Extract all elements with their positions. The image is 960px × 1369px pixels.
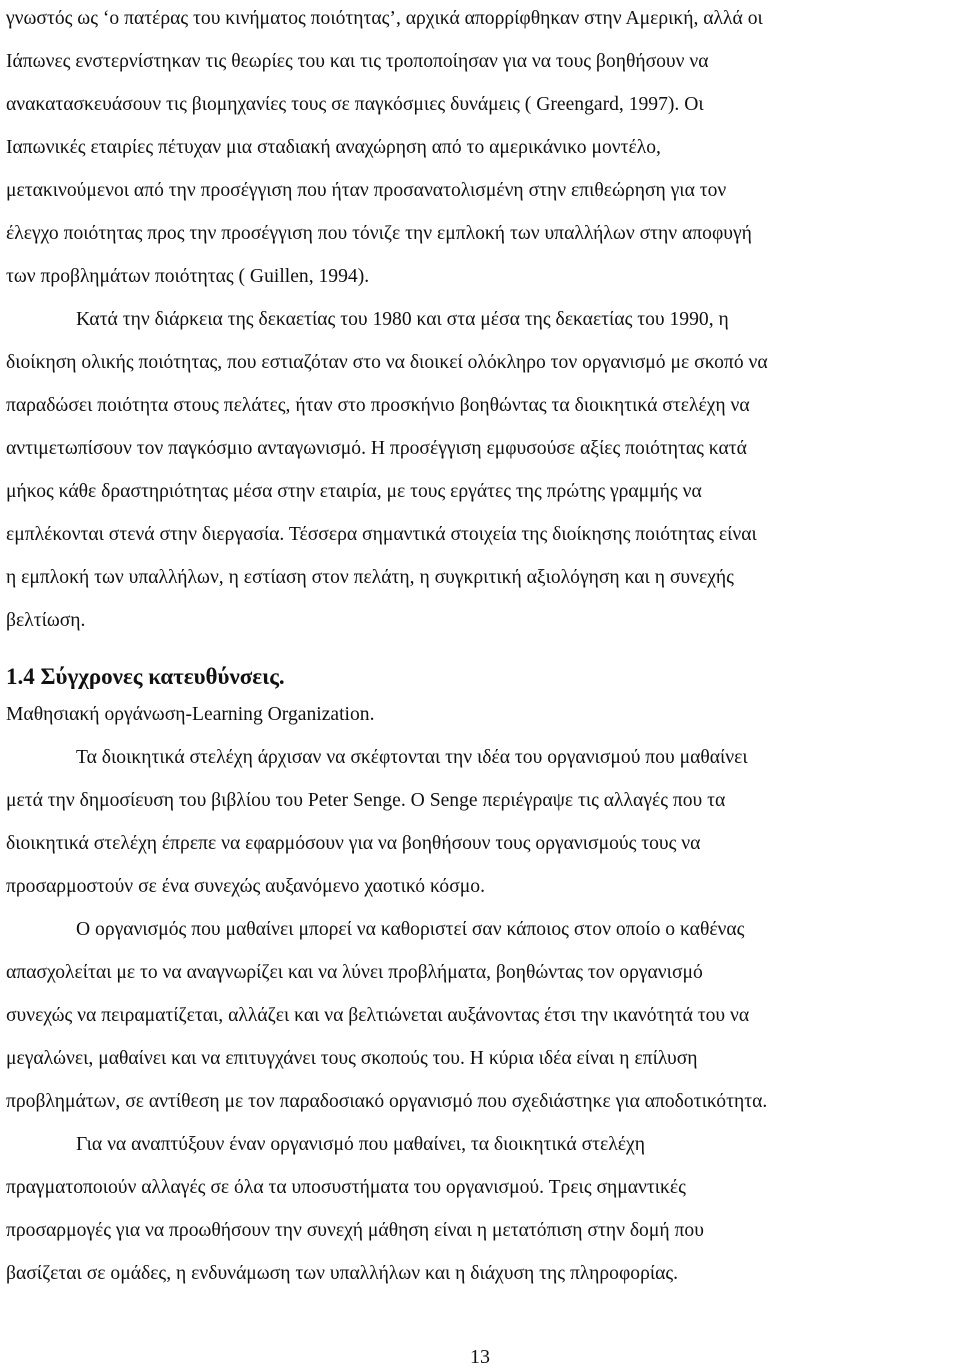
text-line: έλεγχο ποιότητας προς την προσέγγιση που τόνιζε την εμπλοκή των υπαλλήλων στην αποφυγή: [6, 223, 752, 244]
text-line: Για να αναπτύξουν έναν οργανισμό που μαθαίνει, τα διοικητικά στελέχη: [76, 1134, 645, 1155]
text-line: προσαρμογές για να προωθήσουν την συνεχή μάθηση είναι η μετατόπιση στην δομή που: [6, 1220, 704, 1241]
text-line: μετά την δημοσίευση του βιβλίου του Peter Senge. Ο Senge περιέγραψε τις αλλαγές που τα: [6, 790, 726, 811]
text-line: προσαρμοστούν σε ένα συνεχώς αυξανόμενο χαοτικό κόσμο.: [6, 876, 485, 897]
text-line: μετακινούμενοι από την προσέγγιση που ήταν προσανατολισμένη στην επιθεώρηση για τον: [6, 180, 727, 201]
section-heading: 1.4 Σύγχρονες κατευθύνσεις.: [6, 664, 285, 689]
page-number: 13: [470, 1346, 490, 1368]
text-line: ανακατασκευάσουν τις βιομηχανίες τους σε παγκόσμιες δυνάμεις ( Greengard, 1997). Οι: [6, 94, 704, 115]
text-line: μεγαλώνει, μαθαίνει και να επιτυγχάνει τους σκοπούς του. Η κύρια ιδέα είναι η επίλυση: [6, 1048, 698, 1069]
text-line: συνεχώς να πειραματίζεται, αλλάζει και να βελτιώνεται αυξάνοντας έτσι την ικανότητά του να: [6, 1005, 750, 1026]
text-line: εμπλέκονται στενά στην διεργασία. Τέσσερα σημαντικά στοιχεία της διοίκησης ποιότητας είναι: [6, 524, 757, 545]
text-line: Κατά την διάρκεια της δεκαετίας του 1980 και στα μέσα της δεκαετίας του 1990, η: [76, 309, 729, 330]
text-line: βελτίωση.: [6, 610, 86, 631]
text-line: πραγματοποιούν αλλαγές σε όλα τα υποσυστήματα του οργανισμού. Τρεις σημαντικές: [6, 1177, 686, 1198]
text-line: Ο οργανισμός που μαθαίνει μπορεί να καθοριστεί σαν κάποιος στον οποίο ο καθένας: [76, 919, 745, 940]
subheading: Μαθησιακή οργάνωση-Learning Organization.: [6, 704, 375, 725]
text-line: διοίκηση ολικής ποιότητας, που εστιαζόταν στο να διοικεί ολόκληρο τον οργανισμό με σκοπό να: [6, 352, 768, 373]
text-line: μήκος κάθε δραστηριότητας μέσα στην εταιρία, με τους εργάτες της πρώτης γραμμής να: [6, 481, 702, 502]
text-line: η εμπλοκή των υπαλλήλων, η εστίαση στον πελάτη, η συγκριτική αξιολόγηση και η συνεχής: [6, 567, 734, 588]
text-line: γνωστός ως ‘ο πατέρας του κινήματος ποιότητας’, αρχικά απορρίφθηκαν στην Αμερική, αλλά οι: [6, 8, 763, 29]
text-line: Τα διοικητικά στελέχη άρχισαν να σκέφτονται την ιδέα του οργανισμού που μαθαίνει: [76, 747, 748, 768]
text-line: Ιάπωνες ενστερνίστηκαν τις θεωρίες του και τις τροποποίησαν για να τους βοηθήσουν να: [6, 51, 709, 72]
text-line: βασίζεται σε ομάδες, η ενδυνάμωση των υπαλλήλων και η διάχυση της πληροφορίας.: [6, 1263, 679, 1284]
text-line: παραδώσει ποιότητα στους πελάτες, ήταν στο προσκήνιο βοηθώντας τα διοικητικά στελέχη να: [6, 395, 750, 416]
text-line: προβλημάτων, σε αντίθεση με τον παραδοσιακό οργανισμό που σχεδιάστηκε για αποδοτικότητα.: [6, 1091, 768, 1112]
text-line: Ιαπωνικές εταιρίες πέτυχαν μια σταδιακή αναχώρηση από το αμερικάνικο μοντέλο,: [6, 137, 661, 158]
text-line: των προβλημάτων ποιότητας ( Guillen, 1994).: [6, 266, 370, 287]
text-line: διοικητικά στελέχη έπρεπε να εφαρμόσουν για να βοηθήσουν τους οργανισμούς τους να: [6, 833, 701, 854]
text-line: αντιμετωπίσουν τον παγκόσμιο ανταγωνισμό. Η προσέγγιση εμφυσούσε αξίες ποιότητας κατά: [6, 438, 747, 459]
text-line: απασχολείται με το να αναγνωρίζει και να λύνει προβλήματα, βοηθώντας τον οργανισμό: [6, 962, 703, 983]
